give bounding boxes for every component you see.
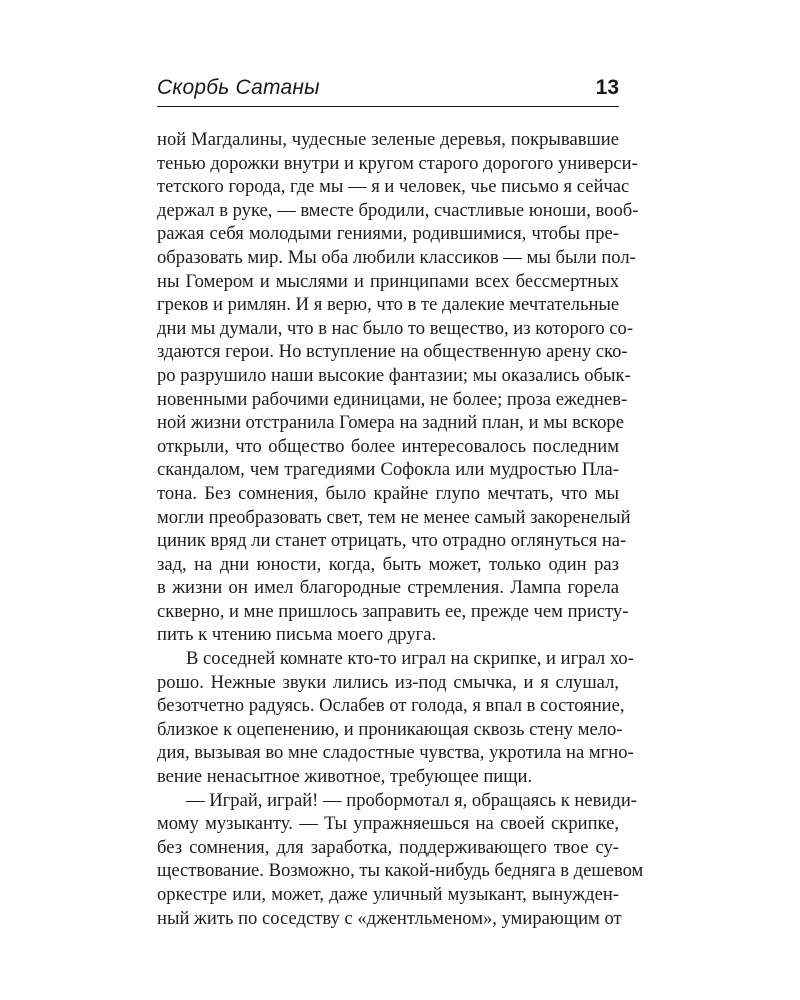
text-line: ной жизни отстранила Гомера на задний план, и мы вскоре <box>157 412 624 434</box>
text-line: ны Гомером и мыслями и принципами всех бессмертных <box>157 270 619 292</box>
text-line: греков и римлян. И я верю, что в те далекие мечтательные <box>157 294 620 316</box>
text-line: рошо. Нежные звуки лились из-под смычка, и я слушал, <box>157 671 619 693</box>
text-line: ный жить по соседству с «джентльменом», умирающим от <box>157 907 622 929</box>
body-text <box>157 128 644 930</box>
text-line: ражая себя молодыми гениями, родившимися, чтобы пре- <box>157 223 619 245</box>
running-header <box>157 74 619 107</box>
text-line: тетского города, где мы — я и человек, чье письмо я сейчас <box>157 176 630 198</box>
text-line: ществование. Возможно, ты какой-нибудь бедняга в дешевом <box>157 860 644 882</box>
text-line: новенными рабочими единицами, не более; проза ежеднев- <box>157 388 628 410</box>
text-line: мому музыканту. — Ты упражняешься на своей скрипке, <box>157 813 619 835</box>
text-line: без сомнения, для заработка, поддерживающего твое су- <box>157 836 619 858</box>
text-line: дия, вызывая во мне сладостные чувства, укротила на мгно- <box>157 742 634 764</box>
text-line: в жизни он имел благородные стремления. Лампа горела <box>157 577 619 599</box>
paragraph-first-line: — Играй, играй! — пробормотал я, обращаясь к невиди- <box>186 789 637 811</box>
text-line: близкое к оцепенению, и проникающая сквозь стену мело- <box>157 718 623 740</box>
text-line: скандалом, чем трагедиями Софокла или мудростью Пла- <box>157 459 619 481</box>
text-line: образовать мир. Мы оба любили классиков — мы были пол- <box>157 246 636 268</box>
paragraph-end-line: пить к чтению письма моего друга. <box>157 624 437 646</box>
text-line: оркестре или, может, даже уличный музыкант, вынужден- <box>157 884 619 905</box>
text-line: безотчетно радуясь. Ослабев от голода, я впал в состояние, <box>157 695 625 717</box>
paragraph-first-line: В соседней комнате кто-то играл на скрипке, и играл хо- <box>186 648 634 670</box>
paragraph-end-line: вение ненасытное животное, требующее пищи. <box>157 766 533 788</box>
running-title: Скорбь Сатаны <box>157 76 320 99</box>
text-line: тона. Без сомнения, было крайне глупо мечтать, что мы <box>157 482 619 504</box>
text-line: скверно, и мне пришлось заправить ее, прежде чем присту- <box>157 600 629 622</box>
text-line: дни мы думали, что в нас было то вещество, из которого со- <box>157 317 634 339</box>
text-line: открыли, что общество более интересовалось последним <box>157 435 619 457</box>
text-line: держал в руке, — вместе бродили, счастливые юноши, вооб- <box>157 199 639 221</box>
text-line: тенью дорожки внутри и кругом старого дорогого универси- <box>157 152 638 174</box>
text-line: ро разрушило наши высокие фантазии; мы оказались обык- <box>157 364 631 386</box>
page-number: 13 <box>595 76 619 99</box>
text-line: могли преобразовать свет, тем не менее самый закоренелый <box>157 506 631 528</box>
text-line: зад, на дни юности, когда, быть может, только один раз <box>157 553 619 575</box>
text-line: циник вряд ли станет отрицать, что отрадно оглянуться на- <box>157 530 627 552</box>
text-line: ной Магдалины, чудесные зеленые деревья, покрывавшие <box>157 129 619 150</box>
text-line: здаются герои. Но вступление на общественную арену ско- <box>157 341 628 363</box>
